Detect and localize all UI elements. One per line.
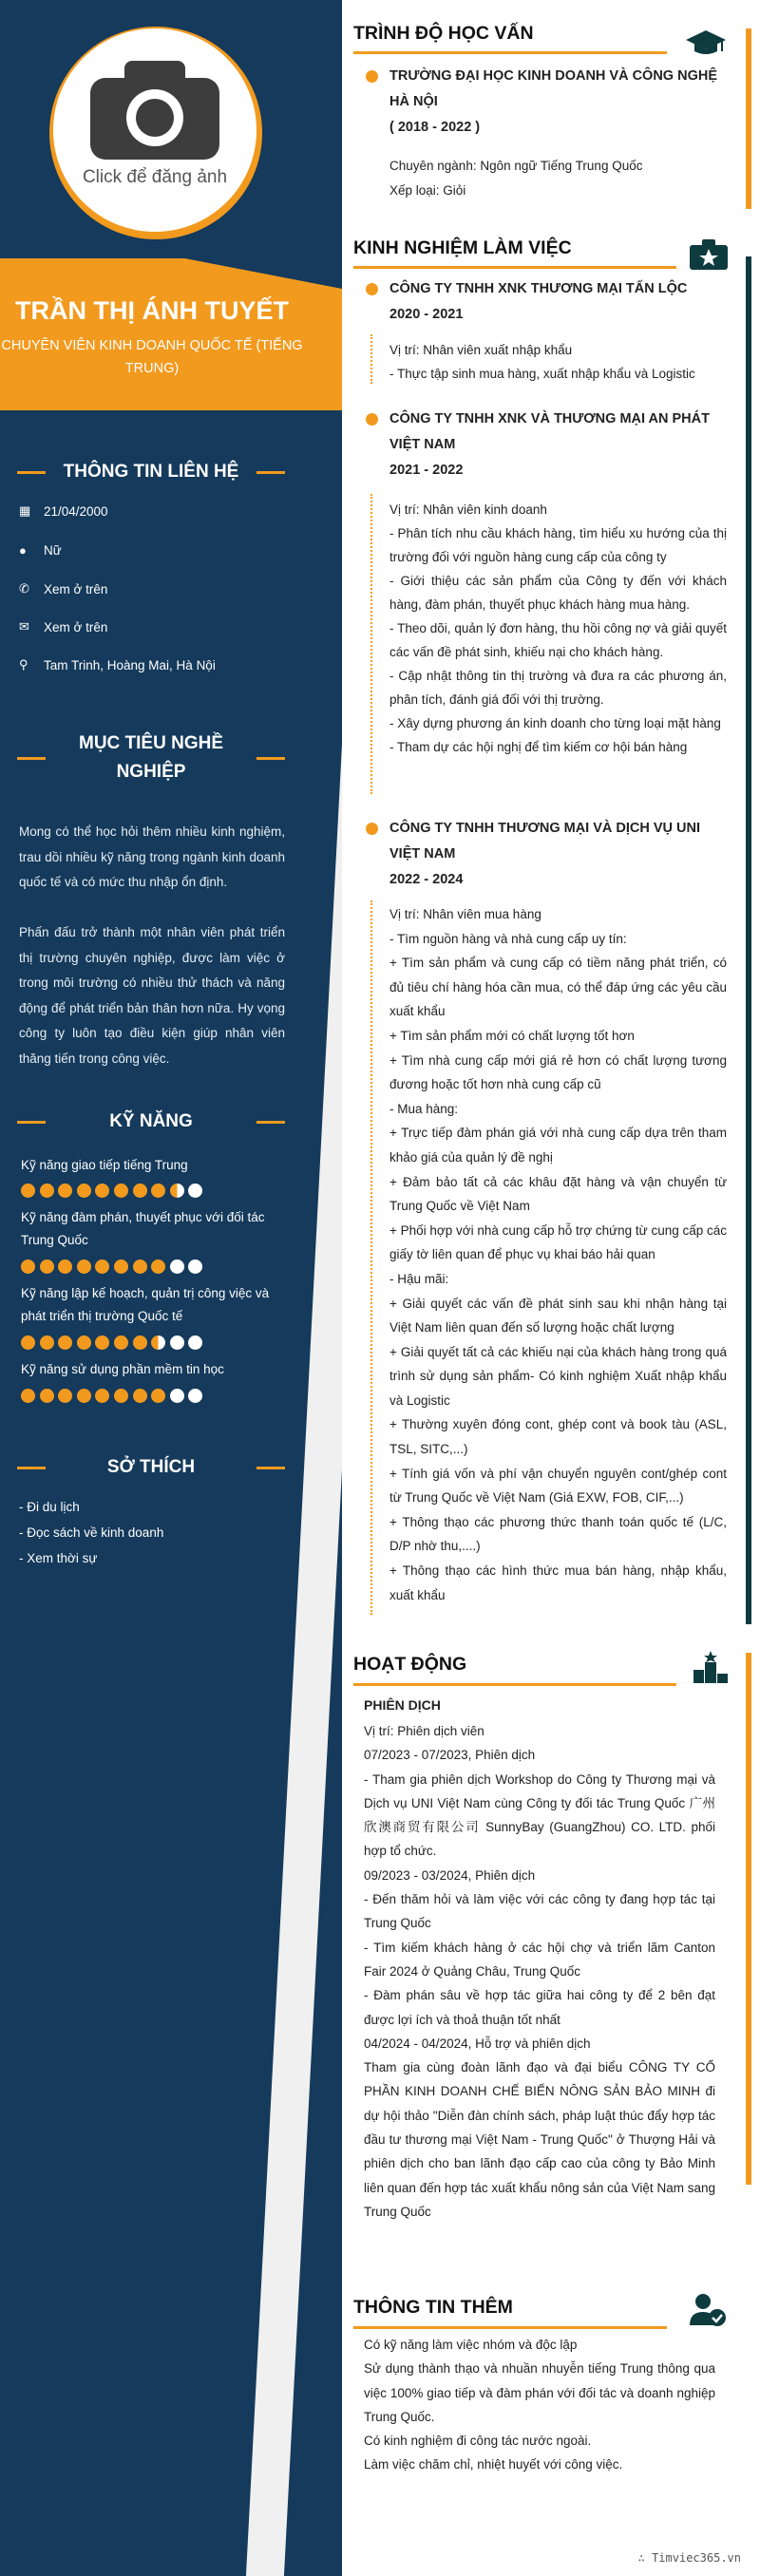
rating-dot — [95, 1335, 109, 1350]
heading-bar — [17, 1121, 46, 1124]
school-name — [390, 64, 727, 141]
experience-heading: KINH NGHIỆM LÀM VIỆC — [353, 237, 572, 258]
heading-underline — [353, 51, 667, 54]
rating-dot — [151, 1389, 165, 1403]
heading-bar — [256, 757, 285, 760]
skill-rating — [21, 1389, 202, 1403]
job-years: 2022 - 2024 — [390, 872, 464, 887]
job-detail: - Theo dõi, quản lý đơn hàng, thu hồi công nợ và giải quyết các vấn đề phát sinh, khiếu nại cho khách hàng. — [390, 621, 727, 659]
contact-heading-text: THÔNG TIN LIÊN HỆ — [63, 462, 239, 482]
rating-dot — [40, 1260, 54, 1274]
heading-underline — [353, 266, 676, 269]
objective-paragraph-1: Mong có thể học hỏi thêm nhiều kinh nghiệm, trau dồi nhiều kỹ năng trong ngành kinh doanh quốc tế và có mức thu nhập ổn định. — [19, 824, 285, 889]
company-name — [390, 816, 727, 893]
skill-label: Kỹ năng sử dụng phần mềm tin học — [21, 1362, 224, 1376]
right-edge-accent — [746, 256, 751, 1624]
heading-bar — [256, 1121, 285, 1124]
contact-heading — [17, 458, 285, 486]
job-years: 2020 - 2021 — [390, 307, 464, 322]
activity-line: - Đến thăm hỏi và làm việc với các công ty đang hợp tác tại Trung Quốc — [364, 1892, 715, 1931]
rating-dot — [95, 1260, 109, 1274]
extra-line: Làm việc chăm chỉ, nhiệt huyết với công việc. — [364, 2457, 623, 2472]
rating-dot — [188, 1260, 202, 1274]
rating-dot — [95, 1389, 109, 1403]
timeline-line — [370, 494, 372, 794]
rating-dot — [151, 1260, 165, 1274]
job-detail: + Tìm nhà cung cấp mới giá rẻ hơn có chất lượng tương đương hoặc tốt hơn nhà cung cấp cũ — [390, 1052, 727, 1092]
rating-dot — [40, 1389, 54, 1403]
rating-dot — [133, 1260, 147, 1274]
company-name — [390, 276, 727, 328]
skill-label: Kỹ năng đàm phán, thuyết phục với đối tác Trung Quốc — [21, 1210, 265, 1247]
activities-heading: HOẠT ĐỘNG — [353, 1654, 467, 1675]
extra-details — [364, 2333, 715, 2477]
rating-dot — [77, 1335, 91, 1350]
company-name-line1: CÔNG TY TNHH THƯƠNG MẠI VÀ DỊCH VỤ UNI — [390, 821, 701, 836]
job-detail: - Tìm nguồn hàng và nhà cung cấp uy tín: — [390, 931, 627, 946]
timeline-bullet — [366, 283, 378, 295]
rating-dot — [77, 1389, 91, 1403]
graduation-cap-icon — [686, 28, 726, 57]
job-years: 2021 - 2022 — [390, 463, 464, 478]
footer-logo-icon: ∴ — [637, 2551, 653, 2565]
school-name-line2: HÀ NỘI — [390, 94, 438, 109]
education-grade: Xếp loại: Giỏi — [390, 183, 466, 198]
calendar-icon: ▦ — [19, 503, 31, 518]
rating-dot — [21, 1389, 35, 1403]
job-detail: + Tính giá vốn và phí vận chuyển nguyên cont/ghép cont từ Trung Quốc về Việt Nam (Giá EXW, FOB, CIF,...) — [390, 1466, 727, 1506]
objective-heading-text — [46, 729, 256, 786]
job-detail: - Tham dự các hội nghị để tìm kiếm cơ hội bán hàng — [390, 740, 688, 754]
hobbies-heading — [17, 1453, 285, 1482]
job-detail: + Giải quyết các vấn đề phát sinh sau khi nhận hàng tại Việt Nam liên quan đến số lượng hoặc chất lượng — [390, 1296, 727, 1335]
skills-heading — [17, 1108, 285, 1136]
company-name-line2: VIỆT NAM — [390, 846, 456, 862]
extra-line: Có kinh nghiệm đi công tác nước ngoài. — [364, 2434, 592, 2449]
hobby-item: - Đọc sách về kinh doanh — [19, 1525, 164, 1540]
job-detail: Vị trí: Nhân viên kinh doanh — [390, 502, 547, 517]
rating-dot — [151, 1184, 165, 1198]
job-title: CHUYÊN VIÊN KINH DOANH QUỐC TẾ (TIẾNG TRUNG) — [1, 338, 303, 376]
skill-label: Kỹ năng giao tiếp tiếng Trung — [21, 1158, 188, 1172]
job-detail: + Tìm sản phẩm mới có chất lượng tốt hơn — [390, 1028, 635, 1043]
rating-dot — [188, 1335, 202, 1350]
extra-line: Sử dụng thành thạo và nhuần nhuyễn tiếng Trung thông qua việc 100% giao tiếp và đàm phán với đối tác và doanh nghiệp Trung Quốc. — [364, 2361, 715, 2424]
job-detail: + Tìm sản phẩm và cung cấp có tiềm năng phát triển, có đủ tiêu chí hàng hóa cần mua, có thể đáp ứng các yêu cầu xuất khẩu — [390, 956, 727, 1019]
skill-rating — [21, 1184, 202, 1198]
rating-dot — [77, 1184, 91, 1198]
rating-dot — [170, 1184, 184, 1198]
contact-address — [19, 657, 216, 672]
rating-dot — [114, 1389, 128, 1403]
heading-bar — [256, 1467, 285, 1469]
school-years: ( 2018 - 2022 ) — [390, 120, 481, 135]
job-detail: - Giới thiệu các sản phẩm của Công ty đến với khách hàng, đàm phán, thuyết phục khách hàng mua hàng. — [390, 574, 727, 612]
job-detail: - Hậu mãi: — [390, 1271, 449, 1286]
contact-email — [19, 619, 107, 635]
activity-line: 07/2023 - 07/2023, Phiên dịch — [364, 1748, 536, 1763]
photo-caption: Click để đăng ảnh — [82, 167, 228, 187]
gender-value: Nữ — [44, 543, 62, 558]
rating-dot — [95, 1184, 109, 1198]
skill-label: Kỹ năng lập kế hoạch, quản trị công việc và phát triển thị trường Quốc tế — [21, 1286, 270, 1323]
activity-title: PHIÊN DỊCH — [364, 1697, 441, 1713]
hobby-item: - Đi du lịch — [19, 1500, 80, 1514]
hobbies-heading-text: SỞ THÍCH — [106, 1457, 196, 1477]
heading-bar — [17, 471, 46, 474]
heading-bar — [17, 757, 46, 760]
rating-dot — [170, 1260, 184, 1274]
rating-dot — [114, 1184, 128, 1198]
contact-phone — [19, 581, 107, 597]
objective-heading-line2: NGHIỆP — [116, 762, 186, 782]
skill-rating — [21, 1260, 202, 1274]
rating-dot — [133, 1184, 147, 1198]
job-detail: - Mua hàng: — [390, 1101, 459, 1116]
rating-dot — [21, 1260, 35, 1274]
rating-dot — [21, 1335, 35, 1350]
heading-underline — [353, 2326, 667, 2329]
briefcase-star-icon — [690, 239, 728, 270]
skill-rating — [21, 1335, 202, 1350]
company-name-text: CÔNG TY TNHH XNK THƯƠNG MẠI TẤN LỘC — [390, 281, 688, 296]
job-details-list — [390, 902, 727, 1607]
camera-icon — [90, 61, 219, 160]
job-details-list — [390, 498, 727, 759]
timeline-bullet — [366, 70, 378, 83]
user-check-icon — [690, 2293, 726, 2327]
activity-line: 04/2024 - 04/2024, Hỗ trợ và phiên dịch — [364, 2036, 591, 2051]
phone-value[interactable]: Xem ở trên — [44, 581, 108, 597]
activity-details — [364, 1719, 715, 2224]
skills-heading-text: KỸ NĂNG — [109, 1111, 193, 1131]
location-icon: ⚲ — [19, 657, 28, 672]
heading-underline — [353, 1683, 676, 1686]
job-detail: - Thực tập sinh mua hàng, xuất nhập khẩu và Logistic — [390, 367, 695, 381]
right-edge-accent — [746, 28, 751, 209]
job-detail: Vị trí: Nhân viên xuất nhập khẩu — [390, 343, 573, 357]
person-icon: ● — [19, 543, 27, 558]
objective-paragraph-2: Phấn đấu trở thành một nhân viên phát triển thị trường chuyên nghiệp, được làm việc ở trong môi trường có nhiều thử thách và năng động để phát triển bản thân hơn nữa. Hy vọng công ty luôn tạo điều kiện giúp nhân viên thăng tiến trong công việc. — [19, 925, 285, 1066]
email-value[interactable]: Xem ở trên — [44, 619, 108, 635]
job-detail: + Phối hợp với nhà cung cấp hỗ trợ chứng từ cung cấp các giấy tờ liên quan để phục vụ khai báo hải quan — [390, 1222, 727, 1262]
job-detail: - Cập nhật thông tin thị trường và đưa ra các phương án, phân tích, đánh giá đối với thị trường. — [390, 669, 727, 707]
footer-text: Timviec365.vn — [652, 2551, 741, 2565]
company-name-line2: VIỆT NAM — [390, 437, 456, 452]
rating-dot — [188, 1184, 202, 1198]
activity-line: - Tham gia phiên dịch Workshop do Công ty Thương mại và Dịch vụ UNI Việt Nam cùng Công ty đối tác Trung Quốc 广州欣澳商贸有限公司 SunnyBay (GuangZhou) CO. LTD. phối hợp tổ chức. — [364, 1771, 715, 1859]
job-detail: - Xây dựng phương án kinh doanh cho từng loại mặt hàng — [390, 716, 721, 730]
activity-line: Vị trí: Phiên dịch viên — [364, 1724, 484, 1738]
rating-dot — [188, 1389, 202, 1403]
activity-line: - Tìm kiếm khách hàng ở các hội chợ và triển lãm Canton Fair 2024 ở Quảng Châu, Trung Quốc — [364, 1940, 715, 1979]
school-name-line1: TRƯỜNG ĐẠI HỌC KINH DOANH VÀ CÔNG NGHỆ — [390, 68, 718, 84]
education-major: Chuyên ngành: Ngôn ngữ Tiếng Trung Quốc — [390, 159, 643, 173]
objective-heading-line1: MỤC TIÊU NGHỀ — [79, 733, 223, 753]
left-sidebar — [0, 0, 342, 2576]
rating-dot — [170, 1335, 184, 1350]
company-name — [390, 407, 727, 483]
objective-heading — [17, 729, 285, 786]
rating-dot — [40, 1335, 54, 1350]
extra-heading: THÔNG TIN THÊM — [353, 2297, 513, 2318]
contact-gender — [19, 543, 62, 558]
company-name-line1: CÔNG TY TNHH XNK VÀ THƯƠNG MẠI AN PHÁT — [390, 411, 710, 426]
rating-dot — [40, 1184, 54, 1198]
avatar-upload[interactable] — [53, 28, 256, 232]
phone-icon: ✆ — [19, 581, 29, 596]
heading-bar — [17, 1467, 46, 1469]
education-heading: TRÌNH ĐỘ HỌC VẤN — [353, 23, 534, 44]
candidate-name: TRẦN THỊ ÁNH TUYẾT — [15, 296, 289, 325]
heading-bar — [256, 471, 285, 474]
email-icon: ✉ — [19, 619, 29, 634]
extra-line: Có kỹ năng làm việc nhóm và độc lập — [364, 2338, 578, 2352]
address-value: Tam Trinh, Hoàng Mai, Hà Nội — [44, 657, 216, 672]
rating-dot — [170, 1389, 184, 1403]
job-detail: + Thông thạo các hình thức mua bán hàng, nhập khẩu, xuất khẩu — [390, 1563, 727, 1602]
rating-dot — [133, 1335, 147, 1350]
rating-dot — [77, 1260, 91, 1274]
activity-line: 09/2023 - 03/2024, Phiên dịch — [364, 1867, 536, 1883]
job-detail: + Đảm bảo tất cả các khâu đặt hàng và vận chuyển từ Trung Quốc về Việt Nam — [390, 1174, 727, 1214]
rating-dot — [151, 1335, 165, 1350]
footer-brand[interactable] — [638, 2551, 741, 2565]
contact-birthday — [19, 503, 108, 519]
timeline-bullet — [366, 413, 378, 426]
rating-dot — [114, 1260, 128, 1274]
timeline-line — [370, 900, 372, 1615]
job-detail: + Thông thạo các phương thức thanh toán quốc tế (L/C, D/P nhờ thu,....) — [390, 1514, 727, 1554]
timeline-bullet — [366, 823, 378, 835]
birthday-value: 21/04/2000 — [44, 503, 108, 519]
rating-dot — [133, 1389, 147, 1403]
rating-dot — [58, 1335, 72, 1350]
rating-dot — [21, 1184, 35, 1198]
job-detail: - Phân tích nhu cầu khách hàng, tìm hiểu xu hướng của thị trường đối với nguồn hàng cung cấp của công ty — [390, 526, 727, 564]
job-detail: Vị trí: Nhân viên mua hàng — [390, 907, 542, 921]
hobby-item: - Xem thời sự — [19, 1551, 98, 1565]
rating-dot — [58, 1184, 72, 1198]
job-detail: + Trực tiếp đàm phán giá với nhà cung cấp dựa trên tham khảo giá của quản lý đề nghị — [390, 1126, 727, 1165]
job-detail: + Giải quyết tất cả các khiếu nại của khách hàng trong quá trình sử dụng sản phẩm- Có kinh nghiệm Xuất nhập khẩu và Logistic — [390, 1344, 727, 1408]
right-edge-accent — [746, 1653, 751, 2185]
job-detail: + Thường xuyên đóng cont, ghép cont và book tàu (ASL, TSL, SITC,...) — [390, 1417, 727, 1457]
timeline-line — [370, 334, 372, 384]
rating-dot — [58, 1260, 72, 1274]
rating-dot — [58, 1389, 72, 1403]
activity-line: - Đàm phán sâu về hợp tác giữa hai công ty để 2 bên đạt được lợi ích và thoả thuận tốt nhất — [364, 1988, 715, 2027]
rating-dot — [114, 1335, 128, 1350]
podium-icon — [694, 1651, 728, 1683]
activity-line: Tham gia cùng đoàn lãnh đạo và đại biểu CÔNG TY CỔ PHẦN KINH DOANH CHẾ BIẾN NÔNG SẢN BẢO MINH đi dự hội thảo "Diễn đàn chính sách, pháp luật thúc đẩy hợp tác đầu tư thương mại Việt Nam - Trung Quốc" ở Thượng Hải và phiên dịch cho ban lãnh đạo cấp cao của công ty Bảo Minh liên quan đến hợp tác xuất khẩu nông sản của Việt Nam sang Trung Quốc — [364, 2060, 715, 2219]
